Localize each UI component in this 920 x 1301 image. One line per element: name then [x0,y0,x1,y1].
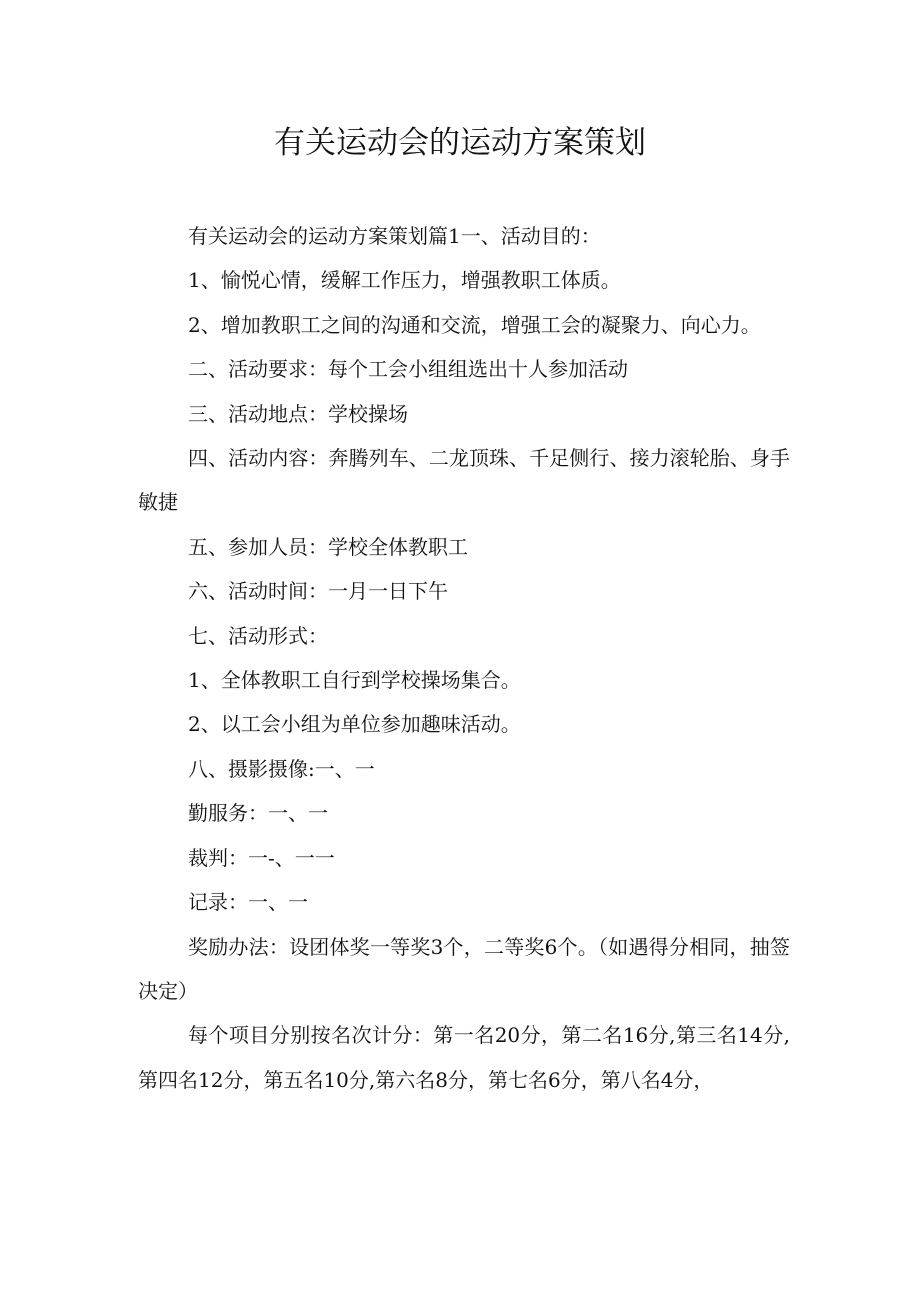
paragraph-photography: 八、摄影摄像:一、一 [188,756,375,781]
paragraph-content: 四、活动内容：奔腾列车、二龙顶珠、千足侧行、接力滚轮胎、身手敏捷 [138,446,790,515]
paragraph-format-2: 2、以工会小组为单位参加趣味活动。 [188,712,521,737]
paragraph-time: 六、活动时间：一月一日下午 [188,579,448,604]
paragraph-format-1: 1、全体教职工自行到学校操场集合。 [188,668,521,693]
document-body [138,214,790,1102]
paragraph-participants: 五、参加人员：学校全体教职工 [188,534,468,559]
paragraph-requirements: 二、活动要求：每个工会小组组选出十人参加活动 [188,357,628,382]
paragraph-record: 记录：一、一 [188,890,308,915]
paragraph-referee: 裁判：一-、一一 [188,845,335,870]
document-title: 有关运动会的运动方案策划 [274,125,646,161]
paragraph-service: 勤服务：一、一 [188,801,328,826]
paragraph-format: 七、活动形式： [188,623,328,648]
paragraph-purpose-2: 2、增加教职工之间的沟通和交流，增强工会的凝聚力、向心力。 [188,312,761,337]
paragraph-awards: 奖励办法：设团体奖一等奖3个，二等奖6个。（如遇得分相同，抽签决定） [138,934,790,1003]
paragraph-purpose-1: 1、愉悦心情，缓解工作压力，增强教职工体质。 [188,268,621,293]
paragraph-scoring: 每个项目分别按名次计分：第一名20分，第二名16分,第三名14分,第四名12分，第五名10分,第六名8分，第七名6分，第八名4分， [138,1023,790,1092]
paragraph-intro: 有关运动会的运动方案策划篇1一、活动目的： [188,224,601,248]
paragraph-location: 三、活动地点：学校操场 [188,401,408,426]
